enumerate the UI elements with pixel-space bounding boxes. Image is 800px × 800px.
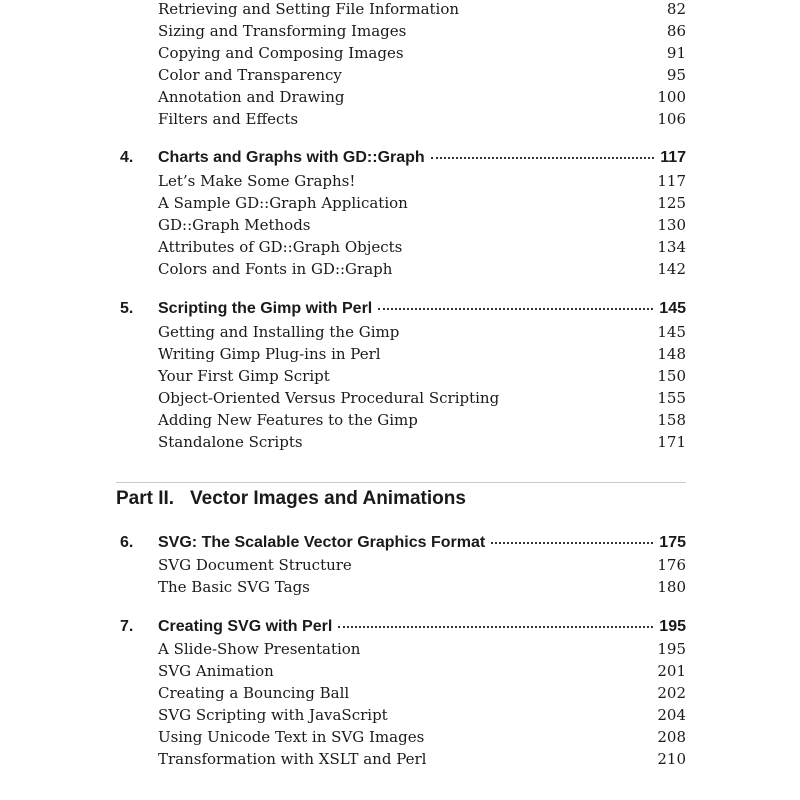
toc-entry-page: 148 <box>657 345 686 363</box>
toc-entry-page: 86 <box>666 22 686 40</box>
chapter-number: 5. <box>120 300 134 317</box>
toc-entry-title: Colors and Fonts in GD::Graph <box>158 260 393 278</box>
chapter-title: Charts and Graphs with GD::Graph <box>158 149 425 166</box>
toc-entry-title: SVG Document Structure <box>158 556 352 574</box>
toc-entry <box>158 323 686 345</box>
toc-entry-page: 95 <box>666 66 686 84</box>
toc-entry-page: 125 <box>657 194 686 212</box>
toc-entry-page: 134 <box>657 238 686 256</box>
toc-entry-page: 171 <box>657 433 686 451</box>
toc-entry-page: 210 <box>657 750 686 768</box>
chapter-heading[interactable] <box>120 149 686 171</box>
toc-entry-title: Standalone Scripts <box>158 433 303 451</box>
toc-entry-title: Writing Gimp Plug-ins in Perl <box>158 345 381 363</box>
toc-entry <box>158 578 686 600</box>
chapter-title: Creating SVG with Perl <box>158 618 333 635</box>
toc-entry-page: 82 <box>666 0 686 18</box>
chapter-heading[interactable] <box>120 534 686 556</box>
toc-entry-title: Getting and Installing the Gimp <box>158 323 400 341</box>
dot-leader <box>431 157 655 159</box>
toc-entry-page: 142 <box>657 260 686 278</box>
toc-entry <box>158 728 686 750</box>
toc-entry-page: 202 <box>657 684 686 702</box>
toc-entry-title: Copying and Composing Images <box>158 44 404 62</box>
toc-entry-title: Creating a Bouncing Ball <box>158 684 350 702</box>
toc-entry <box>158 706 686 728</box>
part-divider <box>116 482 686 483</box>
part-heading[interactable] <box>116 488 466 516</box>
toc-entry <box>158 684 686 706</box>
toc-entry-page: 180 <box>657 578 686 596</box>
toc-entry-title: Annotation and Drawing <box>158 88 345 106</box>
toc-entry-page: 158 <box>657 411 686 429</box>
chapter-page: 175 <box>659 534 686 551</box>
chapter-heading[interactable] <box>120 618 686 640</box>
toc-entry-title: Color and Transparency <box>158 66 342 84</box>
chapter-page: 195 <box>659 618 686 635</box>
toc-entry-page: 145 <box>657 323 686 341</box>
toc-entry-title: A Sample GD::Graph Application <box>158 194 408 212</box>
toc-entry-page: 155 <box>657 389 686 407</box>
toc-entry-title: SVG Animation <box>158 662 274 680</box>
toc-entry <box>158 260 686 282</box>
toc-entry-page: 150 <box>657 367 686 385</box>
toc-entry-title: Adding New Features to the Gimp <box>158 411 418 429</box>
toc-entry-page: 91 <box>666 44 686 62</box>
toc-entry-page: 117 <box>657 172 686 190</box>
toc-entry-title: Let’s Make Some Graphs! <box>158 172 356 190</box>
toc-entry <box>158 66 686 88</box>
dot-leader <box>378 308 653 310</box>
toc-entry <box>158 22 686 44</box>
toc-entry-page: 106 <box>657 110 686 128</box>
chapter-title: Scripting the Gimp with Perl <box>158 300 373 317</box>
toc-entry-page: 195 <box>657 640 686 658</box>
toc-entry <box>158 433 686 455</box>
toc-entry-page: 130 <box>657 216 686 234</box>
toc-entry <box>158 389 686 411</box>
dot-leader <box>491 542 653 544</box>
chapter-page: 145 <box>659 300 686 317</box>
chapter-number: 7. <box>120 618 134 635</box>
toc-entry-page: 208 <box>657 728 686 746</box>
toc-entry-title: Transformation with XSLT and Perl <box>158 750 427 768</box>
part-title: Vector Images and Animations <box>190 488 466 509</box>
toc-entry <box>158 367 686 389</box>
toc-entry-title: Your First Gimp Script <box>158 367 330 385</box>
toc-entry-title: Sizing and Transforming Images <box>158 22 407 40</box>
toc-entry <box>158 194 686 216</box>
chapter-title: SVG: The Scalable Vector Graphics Format <box>158 534 486 551</box>
part-label: Part II. <box>116 488 175 509</box>
toc-entry <box>158 345 686 367</box>
chapter-page: 117 <box>660 149 686 166</box>
toc-entry-title: GD::Graph Methods <box>158 216 311 234</box>
toc-entry-page: 201 <box>657 662 686 680</box>
toc-entry-title: Retrieving and Setting File Information <box>158 0 460 18</box>
chapter-number: 4. <box>120 149 134 166</box>
toc-entry-page: 176 <box>657 556 686 574</box>
chapter-heading[interactable] <box>120 300 686 322</box>
toc-entry <box>158 0 686 22</box>
toc-entry <box>158 110 686 132</box>
toc-entry <box>158 411 686 433</box>
toc-entry <box>158 238 686 260</box>
toc-entry-page: 204 <box>657 706 686 724</box>
toc-entry <box>158 44 686 66</box>
toc-entry-page: 100 <box>657 88 686 106</box>
toc-entry-title: The Basic SVG Tags <box>158 578 310 596</box>
toc-entry <box>158 662 686 684</box>
toc-entry <box>158 750 686 772</box>
chapter-number: 6. <box>120 534 134 551</box>
toc-entry <box>158 172 686 194</box>
toc-entry <box>158 556 686 578</box>
toc-entry <box>158 216 686 238</box>
toc-entry-title: Using Unicode Text in SVG Images <box>158 728 425 746</box>
toc-entry-title: Filters and Effects <box>158 110 299 128</box>
toc-entry-title: Object-Oriented Versus Procedural Scripting <box>158 389 500 407</box>
toc-entry-title: SVG Scripting with JavaScript <box>158 706 388 724</box>
toc-entry-title: Attributes of GD::Graph Objects <box>158 238 403 256</box>
dot-leader <box>338 626 653 628</box>
toc-entry <box>158 640 686 662</box>
toc-entry-title: A Slide-Show Presentation <box>158 640 361 658</box>
toc-entry <box>158 88 686 110</box>
